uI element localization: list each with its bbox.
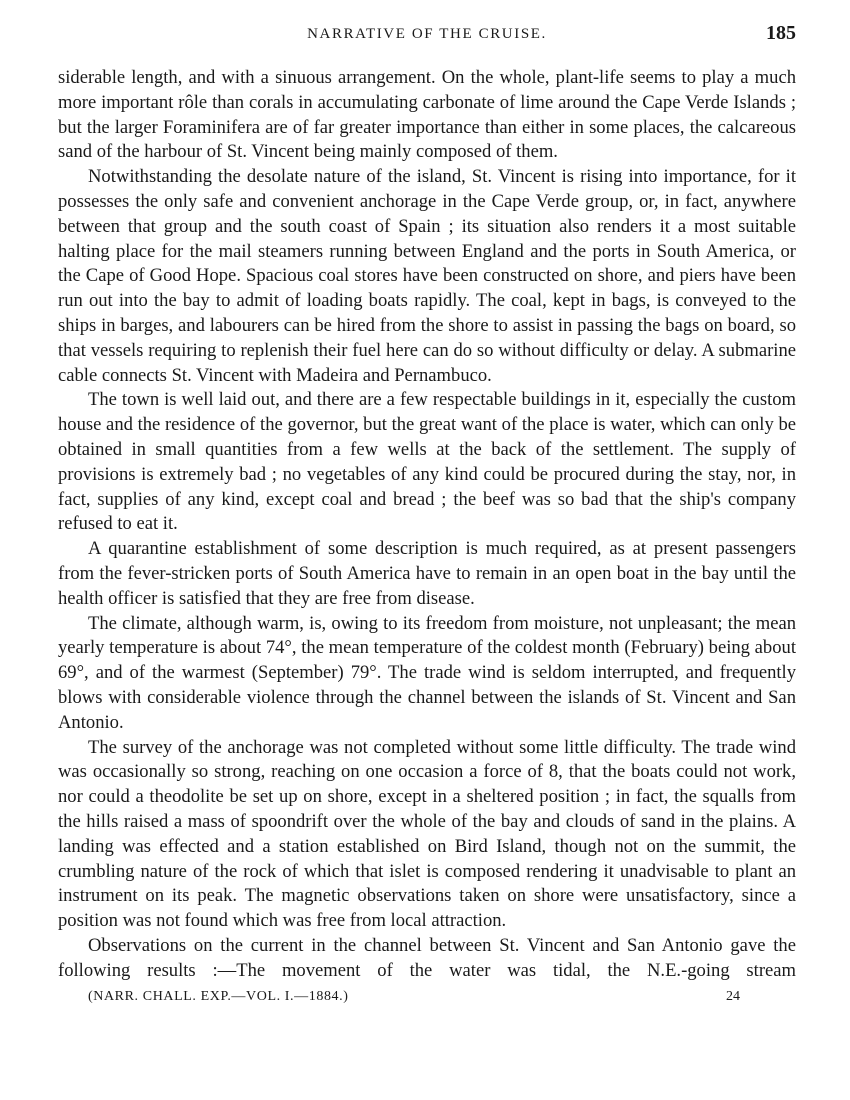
running-title: NARRATIVE OF THE CRUISE. [307, 26, 547, 42]
paragraph-continuation: siderable length, and with a sinuous arrangement. On the whole, plant-life seems to play a much more important rôle than corals in accumulating carbonate of lime around the Cape Verde Islands ; but the larger Foraminifera are of far greater importance than either in some places, the calcareous sand of the harbour of St. Vincent being mainly composed of them. [58, 67, 796, 163]
paragraph-survey: The survey of the anchorage was not completed without some little difficulty. The trade wind was occasionally so strong, reaching on one occasion a force of 8, that the boats could not work, nor could a theodolite be set up on shore, except in a sheltered position ; in fact, the squalls from the hills raised a mass of spoondrift over the whole of the bay and clouds of sand in the plains. A landing was effected and a station established on Bird Island, though not on the summit, the crumbling nature of the rock of which that islet is composed rendering it unadvisable to plant an instrument on its peak. The magnetic observations taken on shore were unsatisfactory, since a position was not found which was free from local attraction. [58, 736, 796, 932]
body-text [58, 66, 796, 983]
paragraph-quarantine: A quarantine establishment of some description is much required, as at present passengers from the fever-stricken ports of South America have to remain in an open boat in the bay until the health officer is satisfied that they are free from disease. [58, 538, 796, 609]
paragraph-st-vincent-anchorage: Notwithstanding the desolate nature of the island, St. Vincent is rising into importance, for it possesses the only safe and convenient anchorage in the Cape Verde group, or, in fact, anywhere between that group and the south coast of Spain ; its situation also renders it a most suitable halting place for the mail steamers running between England and the ports in South America, or the Cape of Good Hope. Spacious coal stores have been constructed on shore, and piers have been run out into the bay to admit of loading boats rapidly. The coal, kept in bags, is conveyed to the ships in barges, and labourers can be hired from the shore to assist in passing the bags on board, so that vessels requiring to replenish their fuel here can do so without difficulty or delay. A submarine cable connects St. Vincent with Madeira and Pernambuco. [58, 166, 796, 386]
footer-signature-mark: 24 [726, 989, 740, 1005]
paragraph-climate: The climate, although warm, is, owing to its freedom from moisture, not unpleasant; the mean yearly temperature is about 74°, the mean temperature of the coldest month (February) being about 69°, and of the warmest (September) 79°. The trade wind is seldom interrupted, and frequently blows with considerable violence through the channel between the islands of St. Vincent and San Antonio. [58, 612, 796, 733]
page-footer [58, 985, 796, 1009]
running-head [58, 22, 796, 54]
book-page [58, 22, 796, 1009]
paragraph-current-observations: Observations on the current in the channel between St. Vincent and San Antonio gave the following results :—The movement of the water was tidal, the N.E.-going stream [58, 934, 796, 981]
paragraph-town: The town is well laid out, and there are a few respectable buildings in it, especially the custom house and the residence of the governor, but the great want of the place is water, which can only be obtained in small quantities from a few wells at the back of the settlement. The supply of provisions is extremely bad ; no vegetables of any kind could be procured during the stay, nor, in fact, supplies of any kind, except coal and bread ; the beef was so bad that the ship's company refused to eat it. [58, 389, 796, 535]
page-number: 185 [766, 22, 796, 44]
footer-signature: (NARR. CHALL. EXP.—VOL. I.—1884.) [88, 989, 349, 1005]
